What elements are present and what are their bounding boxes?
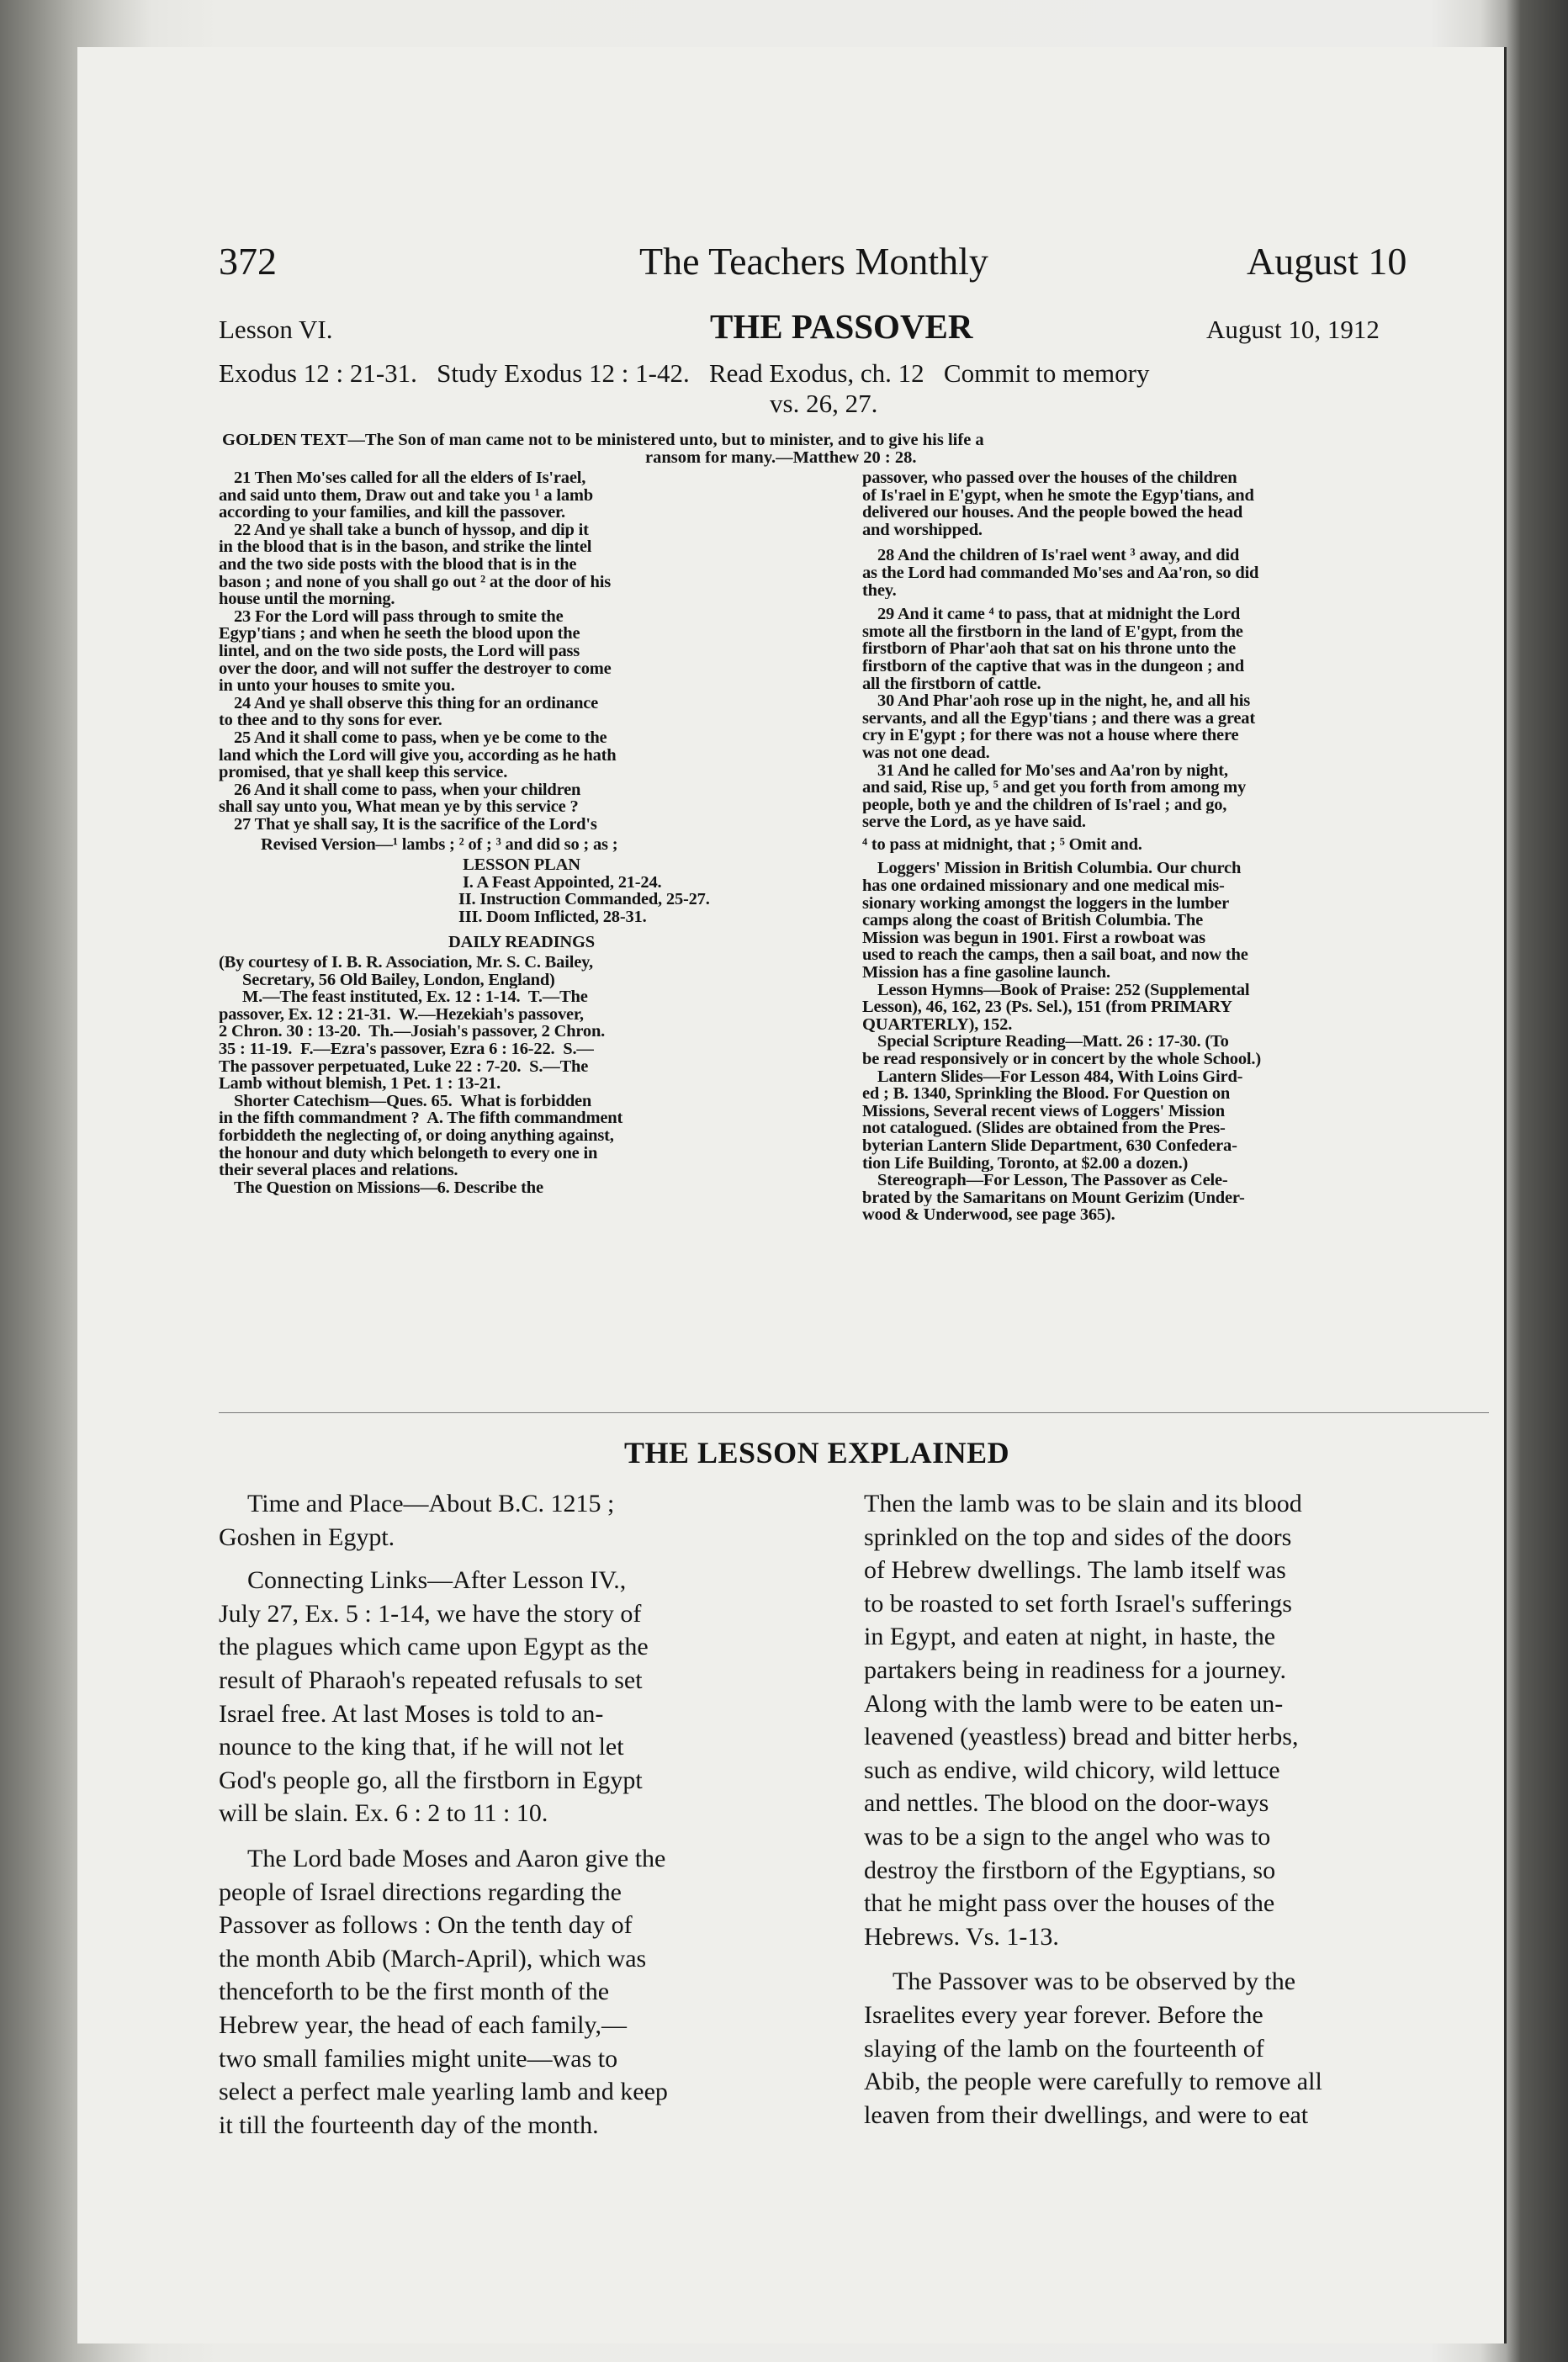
text-line: in the fifth commandment ? A. The fifth commandment [219, 1110, 623, 1127]
stereograph: Stereograph—For Lesson, The Passover as Cele- [877, 1172, 1228, 1189]
text-line: Israel free. At last Moses is told to an- [219, 1699, 604, 1728]
text-line: destroy the firstborn of the Egyptians, so [864, 1856, 1276, 1884]
text-line: people, both ye and the children of Is'rael ; and go, [862, 796, 1227, 814]
text-line: 2 Chron. 30 : 13-20. Th.—Josiah's passover, 2 Chron. [219, 1023, 606, 1041]
text-line: Passover as follows : On the tenth day of [219, 1911, 633, 1940]
text-line: Mission has a fine gasoline launch. [862, 964, 1110, 982]
text-line: of Hebrew dwellings. The lamb itself was [864, 1556, 1286, 1585]
text-line: Israelites every year forever. Before the [864, 2000, 1263, 2029]
lesson-hymns: Lesson Hymns—Book of Praise: 252 (Supplemental [877, 981, 1250, 999]
golden-text-line: ransom for many.—Matthew 20 : 28. [645, 448, 917, 467]
text-line: thenceforth to be the first month of the [219, 1978, 610, 2006]
text-line: serve the Lord, as ye have said. [862, 813, 1086, 831]
text-line: it till the fourteenth day of the month. [219, 2110, 599, 2139]
text-line: Time and Place—About B.C. 1215 ; [247, 1490, 615, 1517]
text-line: sionary working amongst the loggers in the lumber [862, 894, 1230, 913]
text-line: land which the Lord will give you, according as he hath [219, 746, 617, 765]
revised-version-note-continued: ⁴ to pass at midnight, that ; ⁵ Omit and. [862, 835, 1142, 854]
text-line: 35 : 11-19. F.—Ezra's passover, Ezra 6 : 16-22. S.— [219, 1041, 594, 1058]
lesson-number: Lesson VI. [219, 315, 333, 344]
text-line: the plagues which came upon Egypt as the [219, 1633, 649, 1661]
text-line: and said unto them, Draw out and take you ¹ a lamb [219, 486, 593, 505]
text-line: 27 That ye shall say, It is the sacrifice of the Lord's [234, 815, 597, 834]
text-line: select a perfect male yearling lamb and keep [219, 2078, 668, 2106]
text-line: The Lord bade Moses and Aaron give the [247, 1844, 666, 1872]
text-line: M.—The feast instituted, Ex. 12 : 1-14. T.—The [242, 988, 588, 1006]
text-line: lintel, and on the two side posts, the Lord will pass [219, 642, 580, 660]
text-line: brated by the Samaritans on Mount Gerizim (Under- [862, 1189, 1245, 1207]
text-line: forbiddeth the neglecting of, or doing anything against, [219, 1126, 614, 1145]
text-line: Connecting Links—After Lesson IV., [247, 1566, 627, 1595]
text-line: Missions, Several recent views of Loggers' Mission [862, 1102, 1225, 1120]
text-line: to be roasted to set forth Israel's sufferings [864, 1589, 1292, 1618]
text-line: 30 And Phar'aoh rose up in the night, he, and all his [877, 692, 1250, 710]
text-line: they. [862, 581, 897, 600]
text-line: house until the morning. [219, 590, 395, 608]
special-scripture-reading: Special Scripture Reading—Matt. 26 : 17-30. (To [877, 1033, 1229, 1051]
text-line: camps along the coast of British Columbia. The [862, 912, 1204, 929]
text-line: and the two side posts with the blood that is in the [219, 555, 577, 574]
daily-readings-heading: DAILY READINGS [448, 934, 595, 952]
text-line: to thee and to thy sons for ever. [219, 712, 442, 729]
text-line: used to reach the camps, then a sail boat, and now the [862, 946, 1248, 965]
shorter-catechism: Shorter Catechism—Ques. 65. What is forbidden [234, 1092, 592, 1110]
text-line: The passover perpetuated, Luke 22 : 7-20. S.—The [219, 1057, 589, 1076]
journal-title: The Teachers Monthly [639, 240, 988, 283]
text-line: shall say unto you, What mean ye by this service ? [219, 798, 579, 816]
text-line: over the door, and will not suffer the destroyer to come [219, 659, 612, 678]
text-line: people of Israel directions regarding the [219, 1877, 622, 1906]
text-line: The Passover was to be observed by the [893, 1967, 1296, 1996]
text-line: Then the lamb was to be slain and its blood [864, 1490, 1302, 1517]
explained-heading: THE LESSON EXPLAINED [624, 1436, 1010, 1470]
text-line: 24 And ye shall observe this thing for an ordinance [234, 694, 599, 712]
text-line: in the blood that is in the bason, and strike the lintel [219, 538, 592, 556]
text-line: in unto your houses to smite you. [219, 677, 455, 695]
text-line: bason ; and none of you shall go out ² at the door of his [219, 573, 611, 591]
text-line: Lesson), 46, 162, 23 (Ps. Sel.), 151 (from PRIMARY [862, 998, 1232, 1016]
text-line: tion Life Building, Toronto, at $2.00 a dozen.) [862, 1154, 1189, 1173]
text-line: 22 And ye shall take a bunch of hyssop, and dip it [234, 521, 589, 539]
text-line: leaven from their dwellings, and were to eat [864, 2100, 1309, 2129]
text-line: promised, that ye shall keep this service. [219, 764, 508, 781]
text-line: July 27, Ex. 5 : 1-14, we have the story of [219, 1599, 642, 1628]
text-line: their several places and relations. [219, 1162, 458, 1179]
text-line: in Egypt, and eaten at night, in haste, the [864, 1623, 1276, 1651]
text-line: God's people go, all the firstborn in Egypt [219, 1766, 643, 1794]
text-line: 29 And it came ⁴ to pass, that at midnight the Lord [877, 606, 1241, 623]
text-line: was to be a sign to the angel who was to [864, 1822, 1271, 1851]
memory-verses: vs. 26, 27. [770, 389, 878, 418]
page-sheet [77, 47, 1507, 2343]
text-line: QUARTERLY), 152. [862, 1015, 1013, 1034]
text-line: 31 And he called for Mo'ses and Aa'ron by night, [877, 761, 1228, 780]
text-line: Egyp'tians ; and when he seeth the blood upon the [219, 625, 580, 643]
text-line: passover, Ex. 12 : 21-31. W.—Hezekiah's passover, [219, 1005, 584, 1024]
loggers-mission: Loggers' Mission in British Columbia. Our church [877, 860, 1242, 878]
text-line: 28 And the children of Is'rael went ³ away, and did [877, 547, 1240, 564]
text-line: byterian Lantern Slide Department, 630 Confedera- [862, 1136, 1237, 1155]
golden-text-line: GOLDEN TEXT—The Son of man came not to be ministered unto, but to minister, and to give his life a [222, 431, 984, 449]
text-line: partakers being in readiness for a journey. [864, 1655, 1287, 1684]
text-line: 23 For the Lord will pass through to smite the [234, 607, 564, 626]
text-line: that he might pass over the houses of the [864, 1889, 1275, 1918]
text-line: and said, Rise up, ⁵ and get you forth from among my [862, 779, 1247, 797]
text-line: (By courtesy of I. B. R. Association, Mr. S. C. Bailey, [219, 954, 593, 972]
text-line: as the Lord had commanded Mo'ses and Aa'ron, so did [862, 564, 1259, 582]
lantern-slides: Lantern Slides—For Lesson 484, With Loins Gird- [877, 1067, 1243, 1086]
text-line: will be slain. Ex. 6 : 2 to 11 : 10. [219, 1799, 548, 1828]
page-number: 372 [219, 240, 277, 283]
text-line: firstborn of Phar'aoh that sat on his throne unto the [862, 640, 1237, 658]
section-divider [219, 1412, 1489, 1413]
text-line: delivered our houses. And the people bowed the head [862, 504, 1243, 522]
text-line: not catalogued. (Slides are obtained from the Pres- [862, 1120, 1226, 1137]
revised-version-note: Revised Version—¹ lambs ; ² of ; ³ and did so ; as ; [261, 836, 618, 855]
scripture-right-column [862, 469, 1491, 1224]
text-line: passover, who passed over the houses of the children [862, 469, 1237, 487]
text-line: Abib, the people were carefully to remove all [864, 2068, 1322, 2096]
text-line: Goshen in Egypt. [219, 1523, 395, 1551]
text-line: Hebrews. Vs. 1-13. [864, 1922, 1059, 1951]
text-line: Mission was begun in 1901. First a rowboat was [862, 929, 1205, 947]
text-line: Along with the lamb were to be eaten un- [864, 1689, 1284, 1718]
text-line: Lamb without blemish, 1 Pet. 1 : 13-21. [219, 1075, 501, 1093]
question-on-missions: The Question on Missions—6. Describe the [234, 1178, 543, 1197]
lesson-title: THE PASSOVER [710, 307, 973, 346]
text-line: ed ; B. 1340, Sprinkling the Blood. For Question on [862, 1085, 1231, 1103]
lesson-plan-heading: LESSON PLAN [463, 856, 580, 874]
text-line: such as endive, wild chicory, wild lettuce [864, 1756, 1280, 1784]
lesson-plan-item: III. Doom Inflicted, 28-31. [458, 908, 647, 926]
lesson-plan-item: I. A Feast Appointed, 21-24. [463, 873, 662, 892]
text-line: the honour and duty which belongeth to every one in [219, 1144, 598, 1162]
text-line: all the firstborn of cattle. [862, 675, 1041, 693]
text-line: nounce to the king that, if he will not let [219, 1733, 624, 1761]
text-line: sprinkled on the top and sides of the doors [864, 1523, 1292, 1551]
text-line: smote all the firstborn in the land of E'gypt, from the [862, 622, 1243, 641]
explained-right-column [864, 1477, 1495, 2142]
text-line: result of Pharaoh's repeated refusals to set [219, 1666, 643, 1694]
text-line: Hebrew year, the head of each family,— [219, 2010, 627, 2039]
text-line: two small families might unite—was to [219, 2044, 618, 2073]
text-line: slaying of the lamb on the fourteenth of [864, 2034, 1264, 2063]
text-line: of Is'rael in E'gypt, when he smote the Egyp'tians, and [862, 486, 1254, 505]
text-line: leavened (yeastless) bread and bitter herbs, [864, 1723, 1299, 1751]
text-line: servants, and all the Egyp'tians ; and there was a great [862, 709, 1255, 728]
text-line: has one ordained missionary and one medical mis- [862, 877, 1225, 895]
text-line: according to your families, and kill the passover. [219, 504, 565, 522]
text-line: 21 Then Mo'ses called for all the elders of Is'rael, [234, 469, 586, 487]
text-line: firstborn of the captive that was in the dungeon ; and [862, 657, 1244, 675]
scripture-left-column [219, 469, 824, 1196]
text-line: be read responsively or in concert by the whole School.) [862, 1051, 1261, 1068]
lesson-plan-item: II. Instruction Commanded, 25-27. [458, 891, 710, 908]
text-line: was not one dead. [862, 744, 990, 762]
lesson-date: August 10, 1912 [1206, 315, 1380, 344]
scripture-references: Exodus 12 : 21-31. Study Exodus 12 : 1-42. Read Exodus, ch. 12 Commit to memory [219, 358, 1150, 388]
text-line: and nettles. The blood on the door-ways [864, 1789, 1269, 1818]
text-line: wood & Underwood, see page 365). [862, 1206, 1115, 1224]
text-line: cry in E'gypt ; for there was not a house where there [862, 727, 1239, 744]
text-line: 25 And it shall come to pass, when ye be come to the [234, 728, 607, 747]
issue-date: August 10 [1247, 240, 1407, 283]
text-line: 26 And it shall come to pass, when your children [234, 781, 581, 799]
explained-left-column [219, 1477, 824, 2152]
text-line: and worshipped. [862, 521, 983, 539]
text-line: Secretary, 56 Old Bailey, London, England) [242, 971, 555, 989]
text-line: the month Abib (March-April), which was [219, 1944, 647, 1973]
